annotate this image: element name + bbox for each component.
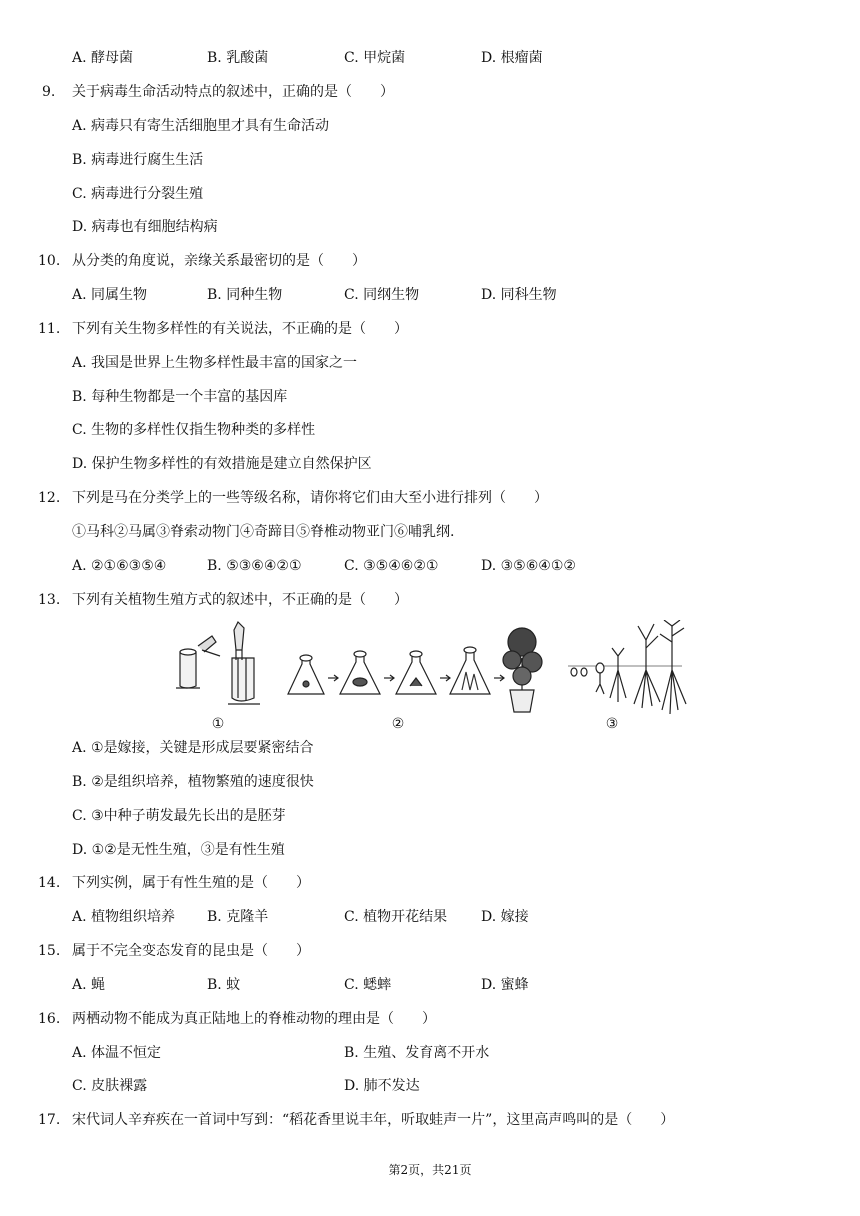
q13-option-c: C. ③中种子萌发最先长出的是胚芽: [72, 808, 286, 824]
q16-option-b: B. 生殖、发育离不开水: [344, 1045, 490, 1061]
q9-option-a: A. 病毒只有寄生活细胞里才具有生命活动: [72, 118, 330, 134]
q11-option-a: A. 我国是世界上生物多样性最丰富的国家之一: [72, 355, 358, 371]
q17-stem: 宋代词人辛弃疾在一首词中写到：“稻花香里说丰年，听取蛙声一片”，这里高声鸣叫的是（ ）: [72, 1112, 675, 1128]
q16-option-d: D. 肺不发达: [344, 1078, 420, 1094]
q16-number: 16.: [38, 1011, 61, 1027]
figure-label-1: ①: [211, 716, 225, 732]
q16-option-c: C. 皮肤裸露: [72, 1078, 148, 1094]
q15-option-d: D. 蜜蜂: [481, 977, 529, 993]
q15-option-a: A. 蝇: [72, 977, 106, 993]
q10-option-a: A. 同属生物: [72, 287, 148, 303]
q11-number: 11.: [38, 321, 61, 337]
q10-stem: 从分类的角度说，亲缘关系最密切的是（ ）: [72, 253, 366, 269]
q15-number: 15.: [38, 943, 61, 959]
page-footer: 第2页，共21页: [388, 1163, 472, 1177]
q14-option-a: A. 植物组织培养: [72, 909, 176, 925]
q14-number: 14.: [38, 875, 61, 891]
q12-option-a: A. ②①⑥③⑤④: [72, 558, 167, 574]
q10-option-b: B. 同种生物: [207, 287, 283, 303]
q11-option-c: C. 生物的多样性仅指生物种类的多样性: [72, 422, 316, 438]
q12-stem: 下列是马在分类学上的一些等级名称，请你将它们由大至小进行排列（ ）: [72, 490, 548, 506]
figure-label-2: ②: [391, 716, 405, 732]
q11-option-d: D. 保护生物多样性的有效措施是建立自然保护区: [72, 456, 372, 472]
q16-stem: 两栖动物不能成为真正陆地上的脊椎动物的理由是（ ）: [72, 1011, 436, 1027]
q9-number: 9.: [42, 84, 56, 100]
q17-number: 17.: [38, 1112, 61, 1128]
plant-reproduction-figure: [172, 620, 692, 734]
q10-option-c: C. 同纲生物: [344, 287, 420, 303]
q9-option-b: B. 病毒进行腐生生活: [72, 152, 204, 168]
q13-option-d: D. ①②是无性生殖，③是有性生殖: [72, 842, 285, 858]
q9-stem: 关于病毒生命活动特点的叙述中，正确的是（ ）: [72, 84, 394, 100]
q8-option-a: A. 酵母菌: [72, 50, 134, 66]
q14-stem: 下列实例，属于有性生殖的是（ ）: [72, 875, 310, 891]
plant-reproduction-illustration: [172, 620, 692, 734]
q15-option-b: B. 蚊: [207, 977, 241, 993]
q12-option-c: C. ③⑤④⑥②①: [344, 558, 439, 574]
q10-number: 10.: [38, 253, 61, 269]
q13-option-a: A. ①是嫁接，关键是形成层要紧密结合: [72, 740, 314, 756]
q14-option-b: B. 克隆羊: [207, 909, 269, 925]
q12-option-b: B. ⑤③⑥④②①: [207, 558, 302, 574]
q9-option-d: D. 病毒也有细胞结构病: [72, 219, 218, 235]
q8-option-d: D. 根瘤菌: [481, 50, 543, 66]
q16-option-a: A. 体温不恒定: [72, 1045, 162, 1061]
q15-option-c: C. 蟋蟀: [344, 977, 392, 993]
q12-number: 12.: [38, 490, 61, 506]
tissue-culture-drawing: [288, 628, 542, 712]
q13-number: 13.: [38, 592, 61, 608]
q13-stem: 下列有关植物生殖方式的叙述中，不正确的是（ ）: [72, 592, 408, 608]
q15-stem: 属于不完全变态发育的昆虫是（ ）: [72, 943, 310, 959]
q14-option-d: D. 嫁接: [481, 909, 529, 925]
q9-option-c: C. 病毒进行分裂生殖: [72, 186, 204, 202]
q8-option-b: B. 乳酸菌: [207, 50, 269, 66]
grafting-drawing: [176, 622, 260, 704]
q8-option-c: C. 甲烷菌: [344, 50, 406, 66]
q11-stem: 下列有关生物多样性的有关说法，不正确的是（ ）: [72, 321, 408, 337]
q13-option-b: B. ②是组织培养，植物繁殖的速度很快: [72, 774, 314, 790]
figure-label-3: ③: [605, 716, 619, 732]
q10-option-d: D. 同科生物: [481, 287, 557, 303]
q14-option-c: C. 植物开花结果: [344, 909, 448, 925]
seed-germination-drawing: [568, 620, 686, 714]
q12-option-d: D. ③⑤⑥④①②: [481, 558, 576, 574]
q11-option-b: B. 每种生物都是一个丰富的基因库: [72, 389, 288, 405]
q12-substatement: ①马科②马属③脊索动物门④奇蹄目⑤脊椎动物亚门⑥哺乳纲.: [72, 524, 455, 540]
